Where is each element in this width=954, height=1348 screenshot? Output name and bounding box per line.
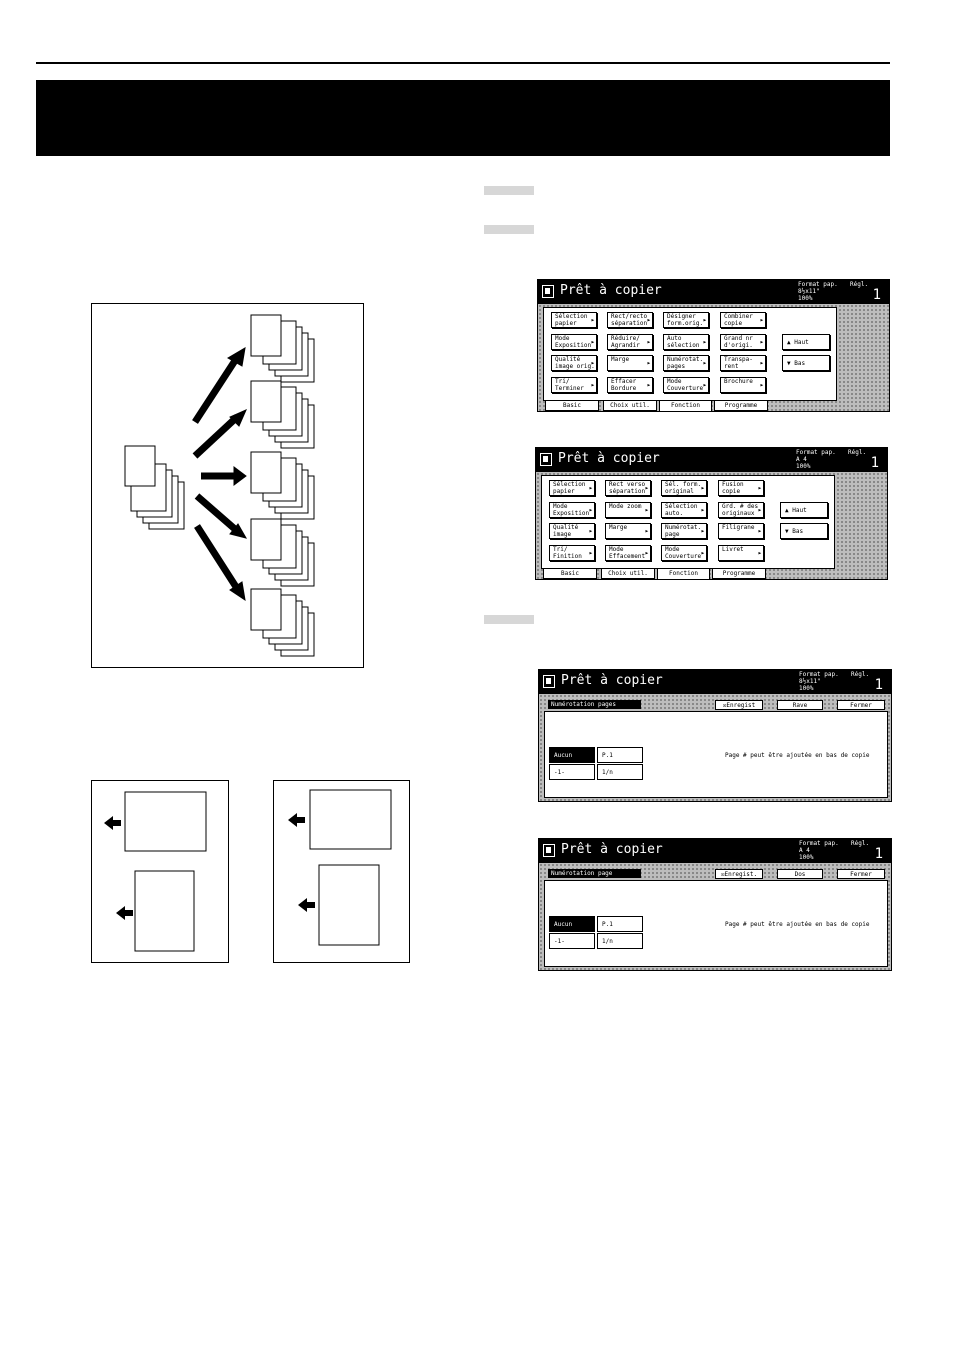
zoom-value: 100% bbox=[796, 463, 811, 470]
function-button[interactable]: Brochure ▸ bbox=[720, 377, 766, 393]
close-button[interactable]: Fermer bbox=[837, 869, 885, 879]
settings-label: Régl. bbox=[851, 840, 870, 847]
function-button[interactable]: Numérotat. page ▸ bbox=[661, 523, 707, 539]
option-dash-1[interactable]: -1- bbox=[549, 764, 595, 780]
copier-icon bbox=[540, 453, 552, 466]
function-button[interactable]: Combiner copie ▸ bbox=[720, 312, 766, 328]
function-button[interactable]: Transpa- rent ▸ bbox=[720, 355, 766, 371]
function-panel bbox=[543, 307, 837, 401]
option-1-of-n[interactable]: 1/n bbox=[597, 933, 643, 949]
function-button[interactable]: Rect/recto séparation ▸ bbox=[607, 312, 653, 328]
tab-program[interactable]: Programme bbox=[712, 568, 766, 579]
copier-icon bbox=[542, 285, 554, 298]
sort-illustration bbox=[91, 303, 364, 668]
status-header bbox=[539, 670, 891, 694]
sort-diagram-svg bbox=[92, 304, 363, 667]
function-button[interactable]: Marge ▸ bbox=[605, 523, 651, 539]
format-value: A 4 bbox=[799, 847, 810, 854]
copier-icon bbox=[543, 844, 555, 857]
step-marker-1 bbox=[484, 186, 534, 195]
zoom-value: 100% bbox=[799, 854, 814, 861]
up-button[interactable] bbox=[782, 334, 830, 350]
function-button[interactable]: Sélection papier ▸ bbox=[549, 480, 595, 496]
margin-left-svg bbox=[92, 781, 228, 962]
function-button[interactable]: Filigrane ▸ bbox=[718, 523, 764, 539]
function-button[interactable]: Mode Couverture ▸ bbox=[661, 545, 707, 561]
function-button[interactable]: Qualité image orig. ▸ bbox=[551, 355, 597, 371]
copy-count: 1 bbox=[872, 287, 881, 303]
format-label: Format pap. bbox=[796, 449, 836, 456]
page-sheet bbox=[251, 381, 281, 422]
screen-title: Prêt à copier bbox=[558, 451, 660, 466]
function-button[interactable]: Réduire/ Agrandir ▸ bbox=[607, 334, 653, 350]
paper-format bbox=[796, 449, 836, 470]
zoom-value: 100% bbox=[798, 295, 813, 302]
paper-format bbox=[799, 671, 839, 692]
tab-function[interactable]: Fonction bbox=[659, 400, 712, 412]
tab-basic[interactable]: Basic bbox=[545, 400, 599, 411]
function-button[interactable]: Désigner form.orig. ▸ bbox=[663, 312, 709, 328]
triangle-down-icon: ▼ bbox=[787, 360, 795, 367]
function-button[interactable]: Rect verso séparation ▸ bbox=[605, 480, 651, 496]
page-sheet bbox=[251, 315, 281, 356]
screen-title: Prêt à copier bbox=[561, 842, 663, 857]
tab-program[interactable]: Programme bbox=[714, 400, 768, 411]
screen-title: Prêt à copier bbox=[561, 673, 663, 688]
down-label: Bas bbox=[792, 528, 804, 535]
status-header bbox=[536, 448, 887, 472]
option-dash-1[interactable]: -1- bbox=[549, 933, 595, 949]
function-screen-1 bbox=[537, 279, 890, 412]
section-bar bbox=[544, 698, 888, 711]
paper-format bbox=[798, 281, 838, 302]
arrow-left-icon bbox=[288, 813, 305, 827]
paper-format bbox=[799, 840, 839, 861]
triangle-up-icon: ▲ bbox=[785, 507, 793, 514]
function-button[interactable]: Livret ▸ bbox=[718, 545, 764, 561]
back-button[interactable]: Dos bbox=[777, 869, 823, 879]
option-p1[interactable]: P.1 bbox=[597, 916, 643, 932]
arrow-left-icon bbox=[104, 816, 121, 830]
option-1-of-n[interactable]: 1/n bbox=[597, 764, 643, 780]
function-button[interactable]: Mode Exposition ▸ bbox=[549, 502, 595, 518]
tab-bar bbox=[541, 568, 833, 580]
copy-count: 1 bbox=[870, 455, 879, 471]
down-button[interactable] bbox=[782, 355, 830, 371]
arrow-left-icon bbox=[116, 906, 133, 920]
settings-label: Régl. bbox=[850, 281, 869, 288]
function-button[interactable]: Qualité image ▸ bbox=[549, 523, 595, 539]
option-none[interactable]: Aucun bbox=[549, 747, 595, 763]
options-panel bbox=[544, 880, 888, 967]
function-button[interactable]: Sél. form. original ▸ bbox=[661, 480, 707, 496]
function-button[interactable]: Sélection papier ▸ bbox=[551, 312, 597, 328]
margin-left-illustration bbox=[91, 780, 229, 963]
format-value: 8½x11" bbox=[799, 678, 821, 685]
status-header bbox=[539, 839, 891, 863]
format-value: 8½x11" bbox=[798, 288, 820, 295]
function-button[interactable]: Sélection auto. ▸ bbox=[661, 502, 707, 518]
zoom-value: 100% bbox=[799, 685, 814, 692]
title-banner bbox=[36, 80, 890, 156]
copy-count: 1 bbox=[874, 846, 883, 862]
up-label: Haut bbox=[792, 507, 807, 514]
tab-user-choice[interactable]: Choix util. bbox=[603, 400, 657, 411]
function-button[interactable]: Tri/ Finition ▸ bbox=[549, 545, 595, 561]
down-button[interactable] bbox=[780, 523, 828, 539]
function-button[interactable]: Tri/ Terminer ▸ bbox=[551, 377, 597, 393]
tab-user-choice[interactable]: Choix util. bbox=[601, 568, 655, 579]
tab-basic[interactable]: Basic bbox=[543, 568, 597, 579]
register-label: Enregist bbox=[726, 702, 756, 709]
triangle-up-icon: ▲ bbox=[787, 339, 795, 346]
register-button[interactable] bbox=[715, 869, 763, 879]
option-none[interactable]: Aucun bbox=[549, 916, 595, 932]
function-button[interactable]: Mode Couverture ▸ bbox=[663, 377, 709, 393]
tab-bar bbox=[543, 400, 835, 412]
checkbox-icon: ☒ bbox=[720, 871, 725, 878]
tab-function[interactable]: Fonction bbox=[657, 568, 710, 580]
function-button[interactable]: Fusion copie ▸ bbox=[718, 480, 764, 496]
function-screen-2 bbox=[535, 447, 888, 580]
register-button[interactable] bbox=[715, 700, 763, 710]
step-marker-2 bbox=[484, 225, 534, 234]
format-value: A 4 bbox=[796, 456, 807, 463]
function-button[interactable]: Mode Exposition ▸ bbox=[551, 334, 597, 350]
function-button[interactable]: Marge ▸ bbox=[607, 355, 653, 371]
section-title: Numérotation pages bbox=[548, 700, 641, 709]
margin-right-svg bbox=[274, 781, 409, 962]
checkbox-icon: ☒ bbox=[722, 702, 727, 709]
section-title: Numérotation page bbox=[548, 869, 641, 878]
arrow-left-icon bbox=[298, 898, 315, 912]
function-button[interactable]: Auto sélection ▸ bbox=[663, 334, 709, 350]
step-marker-3 bbox=[484, 615, 534, 624]
function-button[interactable]: Effacer Bordure ▸ bbox=[607, 377, 653, 393]
function-button[interactable]: Numérotat. pages ▸ bbox=[663, 355, 709, 371]
options-panel bbox=[544, 711, 888, 798]
up-label: Haut bbox=[794, 339, 809, 346]
function-panel bbox=[541, 475, 835, 569]
format-label: Format pap. bbox=[799, 840, 839, 847]
page-sheet bbox=[251, 452, 281, 493]
function-button[interactable]: Grand nr d'origi. ▸ bbox=[720, 334, 766, 350]
settings-label: Régl. bbox=[848, 449, 867, 456]
function-button[interactable]: Mode Effacement ▸ bbox=[605, 545, 651, 561]
page-numbering-screen-2 bbox=[538, 838, 892, 971]
down-label: Bas bbox=[794, 360, 806, 367]
copy-count: 1 bbox=[874, 677, 883, 693]
top-rule bbox=[36, 62, 890, 64]
hint-message: Page # peut être ajoutée en bas de copie bbox=[725, 921, 870, 928]
hint-message: Page # peut être ajoutée en bas de copie bbox=[725, 752, 870, 759]
format-label: Format pap. bbox=[798, 281, 838, 288]
page-sheet bbox=[251, 519, 281, 560]
option-p1[interactable]: P.1 bbox=[597, 747, 643, 763]
distribution-arrows bbox=[195, 348, 246, 600]
screen-title: Prêt à copier bbox=[560, 283, 662, 298]
section-bar bbox=[544, 867, 888, 880]
back-button[interactable]: Rave bbox=[777, 700, 823, 710]
function-button[interactable]: Grd. # des originaux ▸ bbox=[718, 502, 764, 518]
copier-icon bbox=[543, 675, 555, 688]
page-sheet bbox=[251, 589, 281, 630]
up-button[interactable] bbox=[780, 502, 828, 518]
register-label: Enregist. bbox=[724, 871, 758, 878]
settings-label: Régl. bbox=[851, 671, 870, 678]
page-numbering-screen-1 bbox=[538, 669, 892, 802]
margin-right-illustration bbox=[273, 780, 410, 963]
function-button[interactable]: Mode zoom ▸ bbox=[605, 502, 651, 518]
status-header bbox=[538, 280, 889, 304]
close-button[interactable]: Fermer bbox=[837, 700, 885, 710]
format-label: Format pap. bbox=[799, 671, 839, 678]
source-stack bbox=[125, 446, 184, 529]
triangle-down-icon: ▼ bbox=[785, 528, 793, 535]
